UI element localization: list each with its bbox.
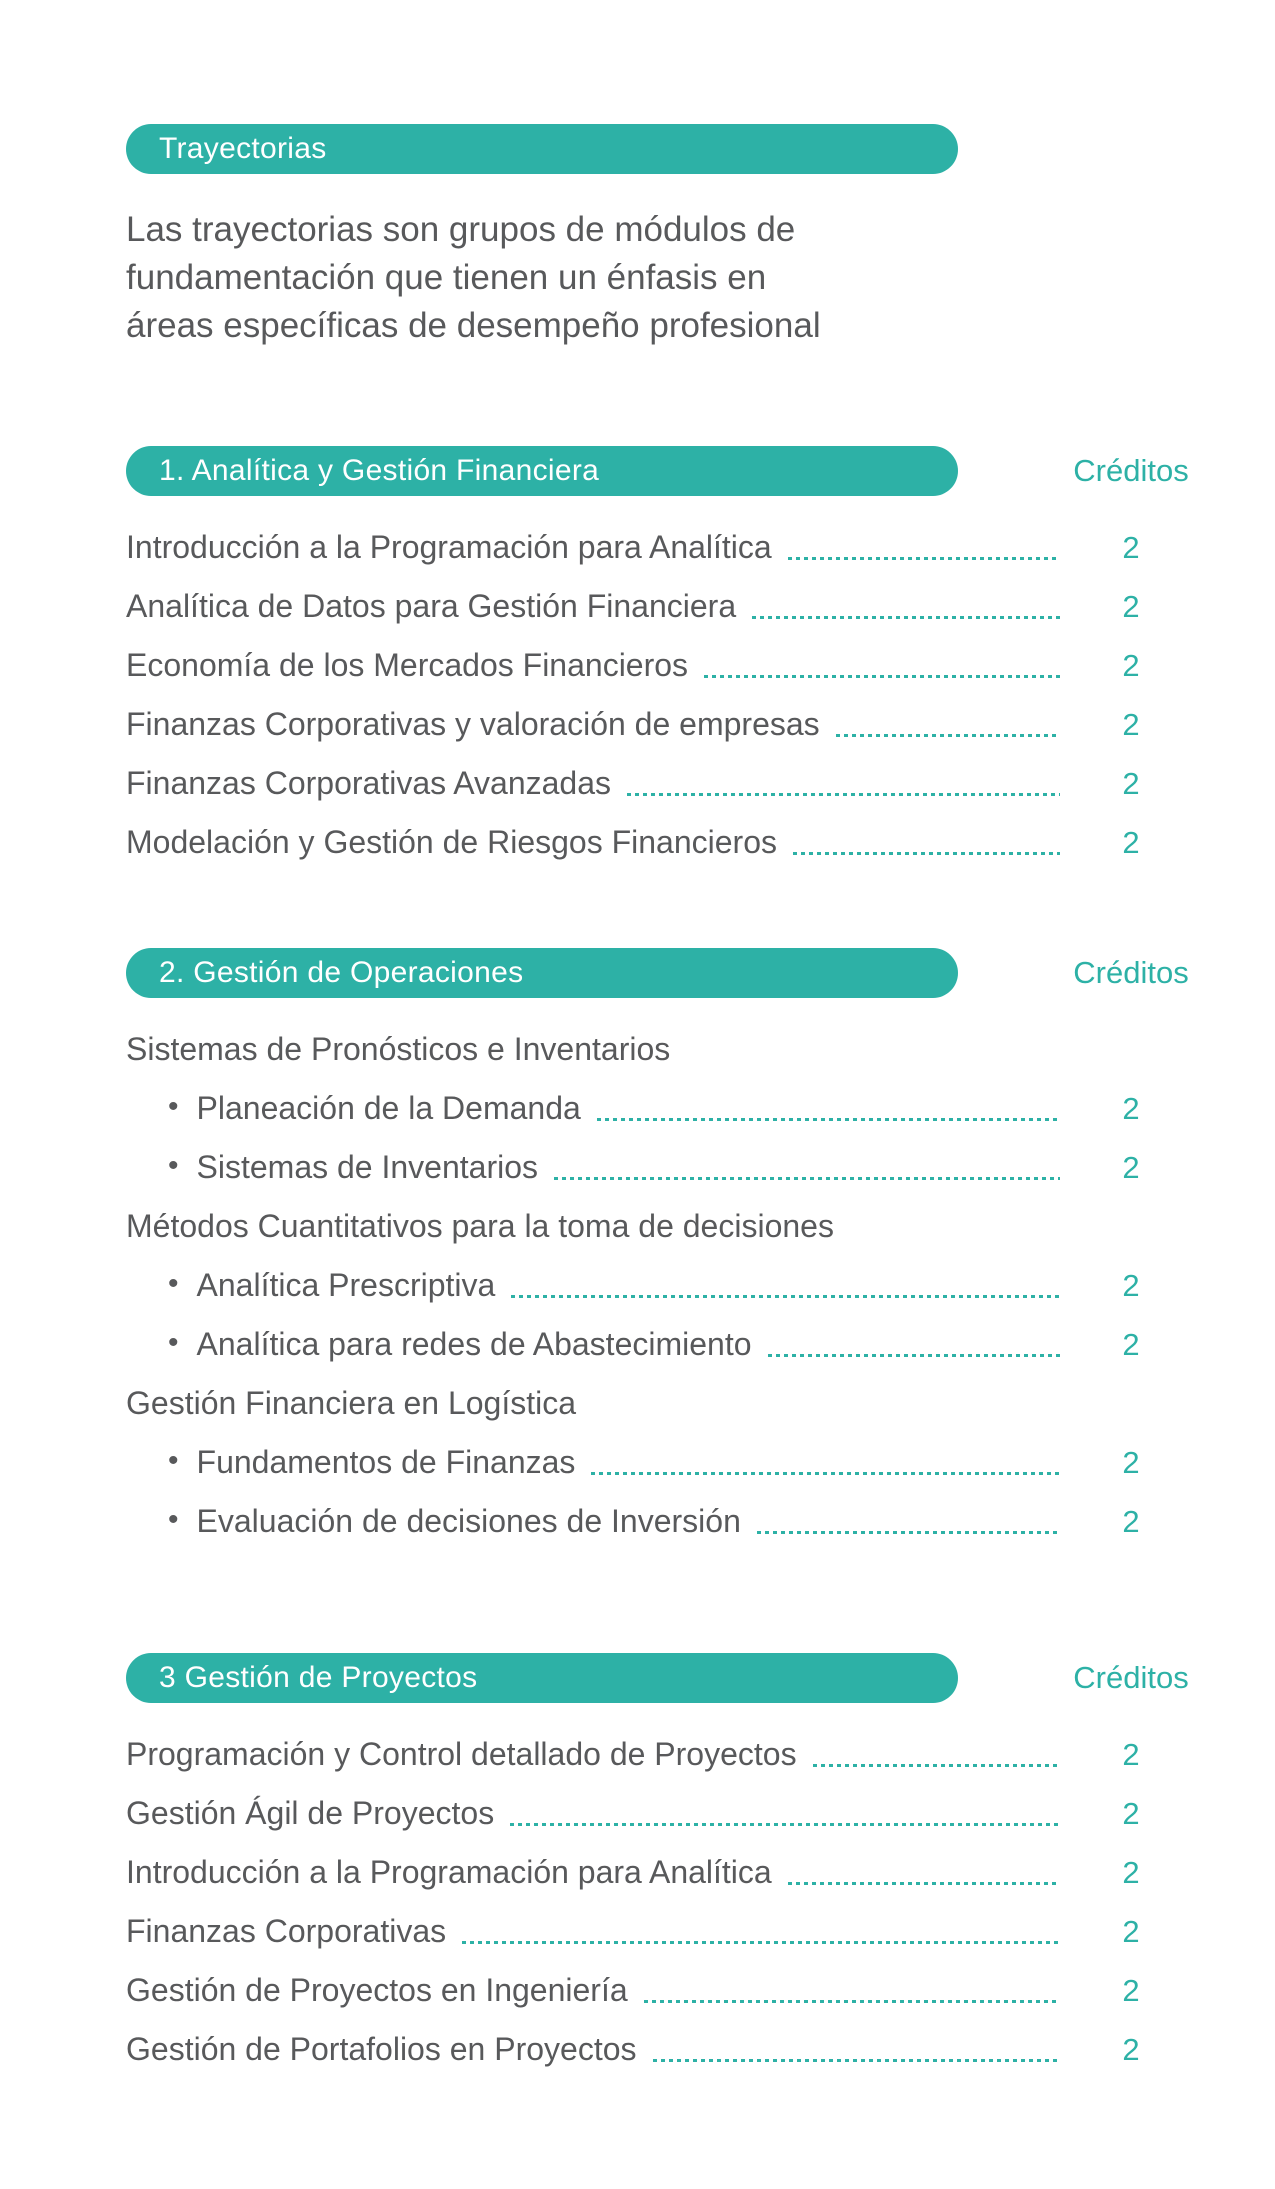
course-label: Analítica Prescriptiva (196, 1267, 496, 1303)
section-title-pill (126, 446, 958, 496)
course-label: Introducción a la Programación para Analítica (126, 529, 772, 565)
credit-value: 2 (1122, 1444, 1140, 1480)
credit-value: 2 (1122, 1736, 1140, 1772)
dotted-leader (704, 675, 1060, 678)
course-label: Finanzas Corporativas y valoración de empresas (126, 706, 820, 742)
credit-value: 2 (1122, 1795, 1140, 1831)
section (126, 1653, 1190, 2079)
bullet-icon: • (168, 1325, 179, 1359)
course-label: Planeación de la Demanda (196, 1090, 581, 1126)
course-label: Analítica de Datos para Gestión Financiera (126, 588, 737, 624)
dotted-leader (752, 616, 1060, 619)
intro-line-2: fundamentación que tienen un énfasis en (126, 258, 767, 297)
course-row (126, 813, 1190, 872)
credit-value: 2 (1122, 824, 1140, 860)
course-group-row (126, 1197, 1190, 1256)
course-row (126, 1725, 1190, 1784)
section-title: 2. Gestión de Operaciones (159, 956, 524, 989)
dotted-leader (653, 2059, 1061, 2062)
section-title-pill (126, 1653, 958, 1703)
credit-value: 2 (1122, 1090, 1140, 1126)
section-header-row (126, 948, 1190, 998)
course-row (126, 577, 1190, 636)
credit-value: 2 (1122, 1149, 1140, 1185)
dotted-leader (554, 1177, 1060, 1180)
course-list (126, 518, 1190, 872)
course-group-label: Métodos Cuantitativos para la toma de decisiones (126, 1208, 834, 1244)
course-list (126, 1020, 1190, 1551)
dotted-leader (757, 1531, 1060, 1534)
course-row (126, 636, 1190, 695)
dotted-leader (597, 1118, 1060, 1121)
course-label: Modelación y Gestión de Riesgos Financieros (126, 824, 777, 860)
course-label: Gestión de Portafolios en Proyectos (126, 2031, 637, 2067)
course-bullet-row (126, 1315, 1190, 1374)
trayectorias-badge-label: Trayectorias (159, 132, 327, 165)
trayectorias-badge (126, 124, 958, 174)
course-row (126, 1784, 1190, 1843)
intro-line-1: Las trayectorias son grupos de módulos de (126, 210, 796, 249)
bullet-icon: • (168, 1266, 179, 1300)
course-label: Analítica para redes de Abastecimiento (196, 1326, 752, 1362)
credit-value: 2 (1122, 1972, 1140, 2008)
course-bullet-row (126, 1492, 1190, 1551)
dotted-leader (788, 557, 1060, 560)
dotted-leader (768, 1354, 1060, 1357)
course-label: Finanzas Corporativas (126, 1913, 447, 1949)
course-bullet-row (126, 1256, 1190, 1315)
credit-value: 2 (1122, 1267, 1140, 1303)
bullet-icon: • (168, 1148, 179, 1182)
credit-value: 2 (1122, 2031, 1140, 2067)
section-title: 3 Gestión de Proyectos (159, 1661, 478, 1694)
section (126, 446, 1190, 872)
section-title-pill (126, 948, 958, 998)
credit-value: 2 (1122, 706, 1140, 742)
course-label: Programación y Control detallado de Proyectos (126, 1736, 797, 1772)
course-label: Finanzas Corporativas Avanzadas (126, 765, 612, 801)
course-row (126, 518, 1190, 577)
course-label: Sistemas de Inventarios (196, 1149, 539, 1185)
course-label: Evaluación de decisiones de Inversión (196, 1503, 741, 1539)
dotted-leader (462, 1941, 1060, 1944)
dotted-leader (793, 852, 1060, 855)
course-row (126, 2020, 1190, 2079)
dotted-leader (644, 2000, 1060, 2003)
course-row (126, 1843, 1190, 1902)
course-label: Gestión Ágil de Proyectos (126, 1795, 495, 1831)
course-row (126, 754, 1190, 813)
credit-value: 2 (1122, 1913, 1140, 1949)
bullet-icon: • (168, 1502, 179, 1536)
course-bullet-row (126, 1138, 1190, 1197)
course-row (126, 1961, 1190, 2020)
course-row (126, 1902, 1190, 1961)
course-label: Introducción a la Programación para Analítica (126, 1854, 772, 1890)
dotted-leader (591, 1472, 1060, 1475)
credit-value: 2 (1122, 765, 1140, 801)
dotted-leader (627, 793, 1060, 796)
course-group-label: Sistemas de Pronósticos e Inventarios (126, 1031, 671, 1067)
dotted-leader (813, 1764, 1060, 1767)
credits-header: Créditos (1073, 1660, 1189, 1695)
section-header-row (126, 1653, 1190, 1703)
sections (126, 446, 1190, 2079)
credit-value: 2 (1122, 1503, 1140, 1539)
course-bullet-row (126, 1079, 1190, 1138)
dotted-leader (836, 734, 1060, 737)
credit-value: 2 (1122, 529, 1140, 565)
course-group-row (126, 1020, 1190, 1079)
course-list (126, 1725, 1190, 2079)
dotted-leader (788, 1882, 1060, 1885)
credit-value: 2 (1122, 647, 1140, 683)
course-group-label: Gestión Financiera en Logística (126, 1385, 577, 1421)
course-label: Fundamentos de Finanzas (196, 1444, 576, 1480)
intro-paragraph (126, 206, 1190, 350)
credits-header: Créditos (1073, 453, 1189, 488)
credit-value: 2 (1122, 1854, 1140, 1890)
course-label: Economía de los Mercados Financieros (126, 647, 689, 683)
dotted-leader (510, 1823, 1060, 1826)
section (126, 948, 1190, 1551)
course-bullet-row (126, 1433, 1190, 1492)
credits-header: Créditos (1073, 955, 1189, 990)
bullet-icon: • (168, 1443, 179, 1477)
course-row (126, 695, 1190, 754)
dotted-leader (511, 1295, 1060, 1298)
credit-value: 2 (1122, 1326, 1140, 1362)
course-label: Gestión de Proyectos en Ingeniería (126, 1972, 628, 2008)
bullet-icon: • (168, 1089, 179, 1123)
credit-value: 2 (1122, 588, 1140, 624)
section-title: 1. Analítica y Gestión Financiera (159, 454, 600, 487)
course-group-row (126, 1374, 1190, 1433)
section-header-row (126, 446, 1190, 496)
intro-line-3: áreas específicas de desempeño profesional (126, 306, 821, 345)
